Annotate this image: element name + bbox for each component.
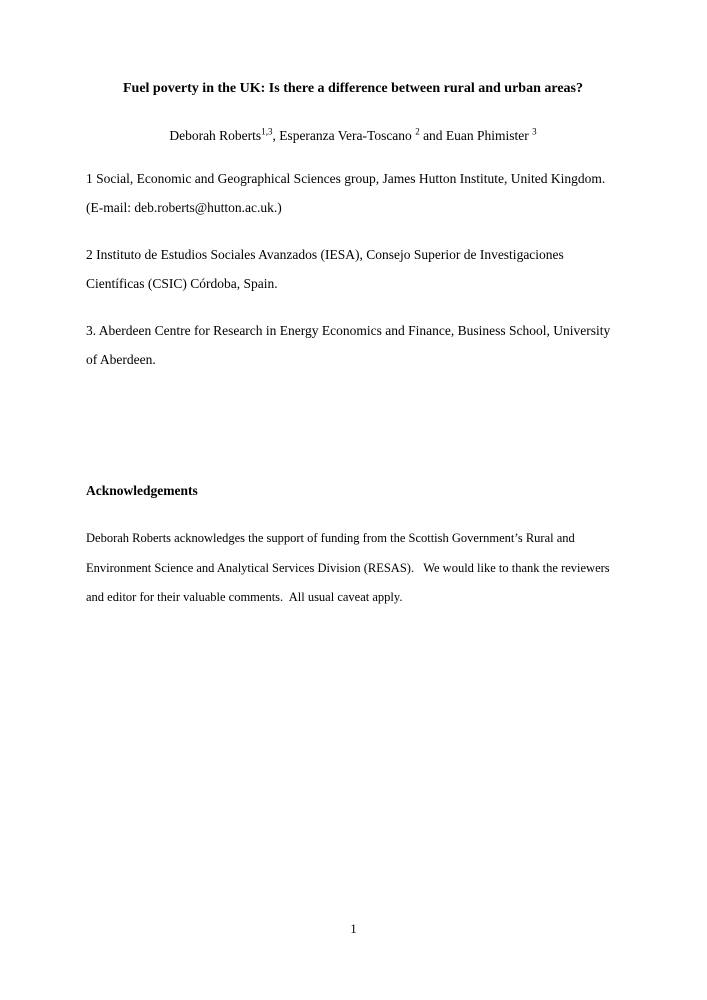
author-3-affiliation-superscript: 3 [532, 126, 537, 137]
authors-line [86, 127, 620, 144]
page-number: 1 [350, 922, 357, 936]
paper-title: Fuel poverty in the UK: Is there a difference between rural and urban areas? [122, 81, 583, 96]
affiliation-2: 2 Instituto de Estudios Sociales Avanzados (IESA), Consejo Superior de Investigaciones Científicas (CSIC) Córdoba, Spain. [86, 247, 564, 291]
author-1-affiliation-superscript: 1,3 [261, 126, 273, 137]
acknowledgements-text: Deborah Roberts acknowledges the support of funding from the Scottish Government’s Rural and Environment Science and Analytical Services Division (RESAS). We would like to thank the reviewers and editor for their valuable comments. All usual caveat apply. [86, 531, 613, 604]
author-1-name: Deborah Roberts [169, 128, 262, 143]
affiliation-3: 3. Aberdeen Centre for Research in Energy Economics and Finance, Business School, University of Aberdeen. [86, 323, 611, 367]
affiliation-1: 1 Social, Economic and Geographical Sciences group, James Hutton Institute, United Kingdom. (E-mail: deb.roberts@hutton.ac.uk.) [86, 171, 606, 215]
author-2-affiliation-superscript: 2 [415, 126, 420, 137]
acknowledgements-heading: Acknowledgements [86, 483, 198, 498]
author-3-name: and Euan Phimister [419, 128, 533, 143]
author-2-name: , Esperanza Vera-Toscano [272, 128, 416, 143]
